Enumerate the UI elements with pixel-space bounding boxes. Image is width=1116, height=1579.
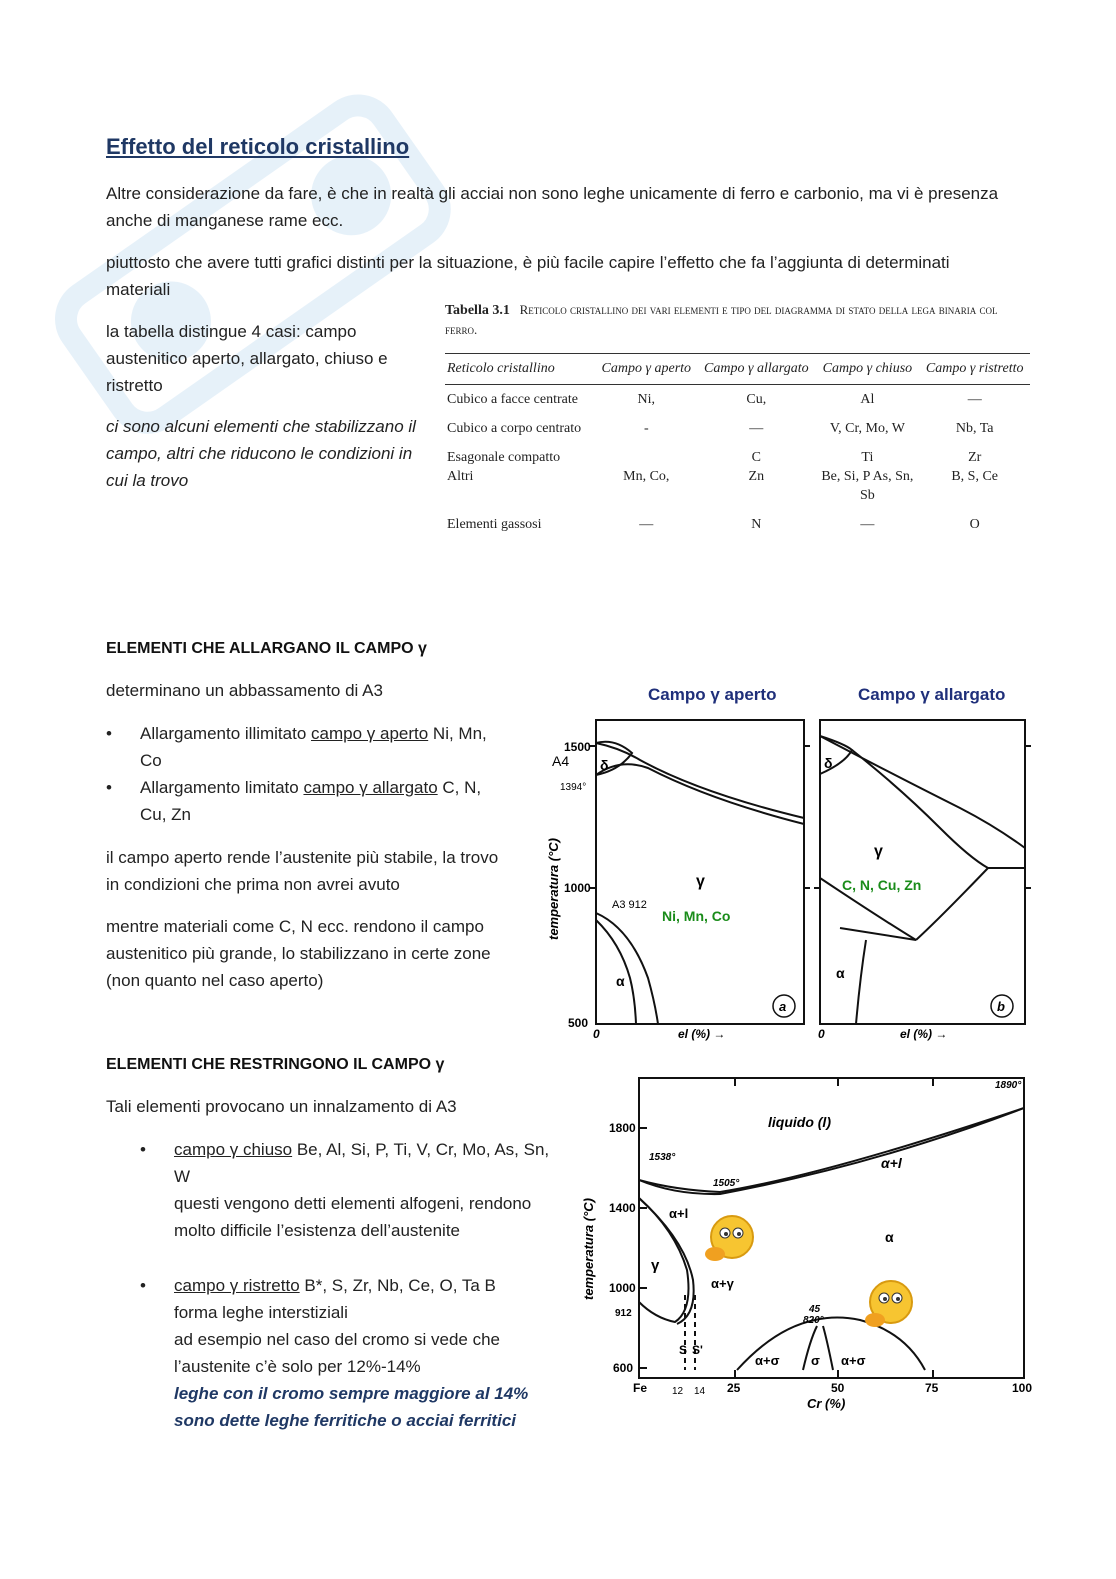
list-item-subtext: questi vengono detti elementi alfogeni, rendono molto difficile l’esistenza dell’austenite — [174, 1194, 532, 1240]
table-cell: — — [860, 517, 875, 532]
list-item-text: C, N, Cu, Zn — [140, 778, 482, 824]
table-cell: Altri — [447, 469, 474, 484]
y-tick-1000: 1000 — [564, 881, 591, 895]
y-axis-label: temperatura (°C) — [546, 838, 561, 940]
label-alpha-a: α — [616, 973, 625, 989]
table-cell: V, Cr, Mo, W — [829, 421, 905, 436]
table-cell: C — [751, 450, 761, 465]
table-cell: Cubico a corpo centrato — [447, 421, 582, 436]
label-820-b: 820° — [803, 1315, 824, 1326]
table-header: Campo γ aperto — [595, 354, 697, 385]
table-header: Reticolo cristallino — [445, 354, 595, 385]
section-title-allargano: ELEMENTI CHE ALLARGANO IL CAMPO γ — [106, 640, 427, 657]
table-row — [445, 510, 1030, 539]
label-gamma-fe-cr: γ — [651, 1257, 660, 1274]
y-tick-600: 600 — [613, 1361, 634, 1375]
table-row — [445, 443, 1030, 467]
paragraph-campo-allargato: mentre materiali come C, N ecc. rendono il campo austenitico più grande, lo stabilizzano in certe zone (non quanto nel caso aperto) — [106, 917, 491, 990]
y-axis-label-fe-cr: temperatura (°C) — [581, 1198, 596, 1300]
paragraph-campo-aperto: il campo aperto rende l’austenite più stabile, la trovo in condizioni che prima non avrei avuto — [106, 848, 499, 894]
x-tick-100: 100 — [1012, 1381, 1033, 1395]
paragraph-stabilizzano: ci sono alcuni elementi che stabilizzano il campo, altri che riducono le condizioni in cui la trovo — [106, 417, 416, 490]
table-row — [445, 385, 1030, 415]
table-cell: Elementi gassosi — [447, 517, 542, 532]
label-gamma-b: γ — [874, 843, 883, 860]
list-item-subtext: forma leghe interstiziali — [174, 1303, 348, 1322]
link-campo-ristretto[interactable]: campo γ ristretto — [174, 1276, 300, 1295]
y-tick-912: 912 — [615, 1308, 632, 1319]
list-item — [140, 1272, 550, 1434]
section-title-restringono: ELEMENTI CHE RESTRINGONO IL CAMPO γ — [106, 1056, 445, 1073]
panel-tag-b: b — [997, 999, 1005, 1014]
list-item-text: Ni, Mn, Co — [140, 724, 487, 770]
x-zero-b: 0 — [818, 1027, 825, 1041]
y-tick-1000: 1000 — [609, 1281, 636, 1295]
lattice-table — [445, 300, 1030, 539]
table-caption-text: Reticolo cristallino dei vari elementi e tipo del diagramma di stato della lega binaria col ferro. — [445, 302, 998, 337]
table-cell: Ti — [861, 450, 874, 465]
label-gamma-a: γ — [696, 873, 705, 890]
table-cell: N — [751, 517, 762, 532]
label-alpha-l-top: α+l — [881, 1155, 902, 1171]
label-alpha-fe-cr: α — [885, 1229, 894, 1245]
list-item-subtext: ad esempio nel caso del cromo si vede che l’austenite c’è solo per 12%-14% — [174, 1330, 501, 1376]
x-tick-14: 14 — [694, 1386, 706, 1397]
label-s: S — [679, 1343, 688, 1357]
x-tick-12: 12 — [672, 1386, 684, 1397]
panel-b-frame — [820, 720, 1025, 1024]
list-allargano — [106, 720, 506, 828]
list-item-text: Be, Al, Si, P, Ti, V, Cr, Mo, As, Sn, W — [174, 1140, 550, 1186]
label-alpha-gamma: α+γ — [711, 1276, 734, 1291]
elements-enlarged-gamma: C, N, Cu, Zn — [842, 877, 922, 893]
panel-a-frame — [596, 720, 804, 1024]
table-header: Campo γ allargato — [697, 354, 815, 385]
x-tick-fe: Fe — [633, 1381, 648, 1395]
y-tick-500: 500 — [568, 1016, 589, 1030]
section-title-reticolo: Effetto del reticolo cristallino — [106, 134, 410, 159]
thinking-emoji-icon — [865, 1281, 912, 1327]
table-cell: Al — [860, 392, 875, 407]
diagram-fe-cr — [575, 1070, 1050, 1420]
label-sigma: σ — [811, 1353, 820, 1368]
label-1890: 1890° — [995, 1080, 1022, 1091]
paragraph-intro: Altre considerazione da fare, è che in realtà gli acciai non sono leghe unicamente di ferro e carbonio, ma vi è presenza anche di manganese rame ecc. — [106, 184, 999, 230]
x-tick-50: 50 — [831, 1381, 845, 1395]
label-1505: 1505° — [713, 1178, 740, 1189]
list-item-text: Allargamento limitato — [140, 778, 304, 797]
table-cell: Cu, — [746, 392, 767, 407]
diagram-title-allargato: Campo γ allargato — [858, 685, 1006, 704]
diagram-campo-aperto-allargato — [540, 678, 1040, 1042]
table-cell: — — [749, 421, 764, 436]
x-axis-label-cr: Cr (%) — [807, 1396, 846, 1411]
fe-cr-curves — [639, 1108, 1024, 1370]
x-zero-a: 0 — [593, 1027, 600, 1041]
label-alpha-l: α+l — [669, 1206, 689, 1221]
list-item — [106, 720, 506, 774]
x-tick-25: 25 — [727, 1381, 741, 1395]
table-cell — [595, 443, 697, 467]
label-s-prime: S' — [692, 1343, 703, 1357]
list-item-text: B*, S, Zr, Nb, Ce, O, Ta B — [299, 1276, 496, 1295]
paragraph-a3-down: determinano un abbassamento di A3 — [106, 681, 383, 700]
link-campo-allargato[interactable]: campo γ allargato — [303, 778, 438, 797]
x-label-a: el (%) → — [678, 1027, 726, 1041]
list-item — [106, 774, 506, 828]
label-alpha-sigma-right: α+σ — [841, 1353, 866, 1368]
table-cell: Esagonale compatto — [447, 450, 561, 465]
table-caption-label: Tabella 3.1 — [445, 303, 510, 318]
label-820-a: 45 — [809, 1304, 821, 1315]
y-tick-1400: 1400 — [609, 1201, 636, 1215]
label-a3-912: A3 912 — [612, 899, 647, 911]
list-restringono — [140, 1136, 550, 1434]
label-1394: 1394° — [560, 782, 587, 793]
fe-cr-frame — [639, 1078, 1024, 1378]
table-cell: Cubico a facce centrate — [447, 392, 578, 407]
ferritic-steel-note: leghe con il cromo sempre maggiore al 14% sono dette leghe ferritiche o acciai ferritici — [174, 1384, 529, 1430]
elements-open-gamma: Ni, Mn, Co — [662, 908, 731, 924]
table-header: Campo γ ristretto — [919, 354, 1030, 385]
table-cell: Be, Si, P As, Sn, Sb — [821, 469, 914, 503]
table-body — [445, 353, 1030, 539]
label-liquido: liquido (l) — [768, 1114, 831, 1130]
table-cell: Zr — [968, 450, 982, 465]
table-cell: — — [967, 392, 982, 407]
paragraph-a3-up: Tali elementi provocano un innalzamento di A3 — [106, 1097, 457, 1116]
label-alpha-sigma-left: α+σ — [755, 1353, 780, 1368]
table-caption — [445, 300, 1030, 339]
table-cell: Ni, — [637, 392, 656, 407]
label-delta-b: δ — [824, 755, 833, 771]
table-cell: - — [643, 421, 649, 436]
table-cell: B, S, Ce — [951, 469, 999, 484]
paragraph-quattro-casi: la tabella distingue 4 casi: campo austenitico aperto, allargato, chiuso e ristretto — [106, 322, 388, 395]
paragraph-grafici: piuttosto che avere tutti grafici distinti per la situazione, è più facile capire l’effetto che fa l’aggiunta di determinati materiali — [106, 253, 950, 299]
label-1538: 1538° — [649, 1152, 676, 1163]
link-campo-aperto[interactable]: campo γ aperto — [311, 724, 429, 743]
thinking-emoji-icon — [705, 1216, 753, 1261]
label-a4: A4 — [552, 753, 570, 769]
table-row — [445, 467, 1030, 510]
y-tick-1800: 1800 — [609, 1121, 636, 1135]
table-cell: — — [639, 517, 654, 532]
label-delta-a: δ — [600, 757, 609, 773]
table-cell: Nb, Ta — [955, 421, 994, 436]
diagram-title-aperto: Campo γ aperto — [648, 685, 777, 704]
x-tick-75: 75 — [925, 1381, 939, 1395]
table-header: Campo γ chiuso — [815, 354, 919, 385]
table-row — [445, 414, 1030, 443]
link-campo-chiuso[interactable]: campo γ chiuso — [174, 1140, 293, 1159]
x-label-b: el (%) → — [900, 1027, 948, 1041]
list-item-text: Allargamento illimitato — [140, 724, 312, 743]
panel-tag-a: a — [779, 999, 787, 1014]
table-cell: Zn — [748, 469, 765, 484]
y-tick-1500: 1500 — [564, 740, 591, 754]
list-item — [140, 1136, 550, 1244]
table-cell: Mn, Co, — [623, 469, 670, 484]
label-alpha-b: α — [836, 965, 845, 981]
table-cell: O — [969, 517, 980, 532]
